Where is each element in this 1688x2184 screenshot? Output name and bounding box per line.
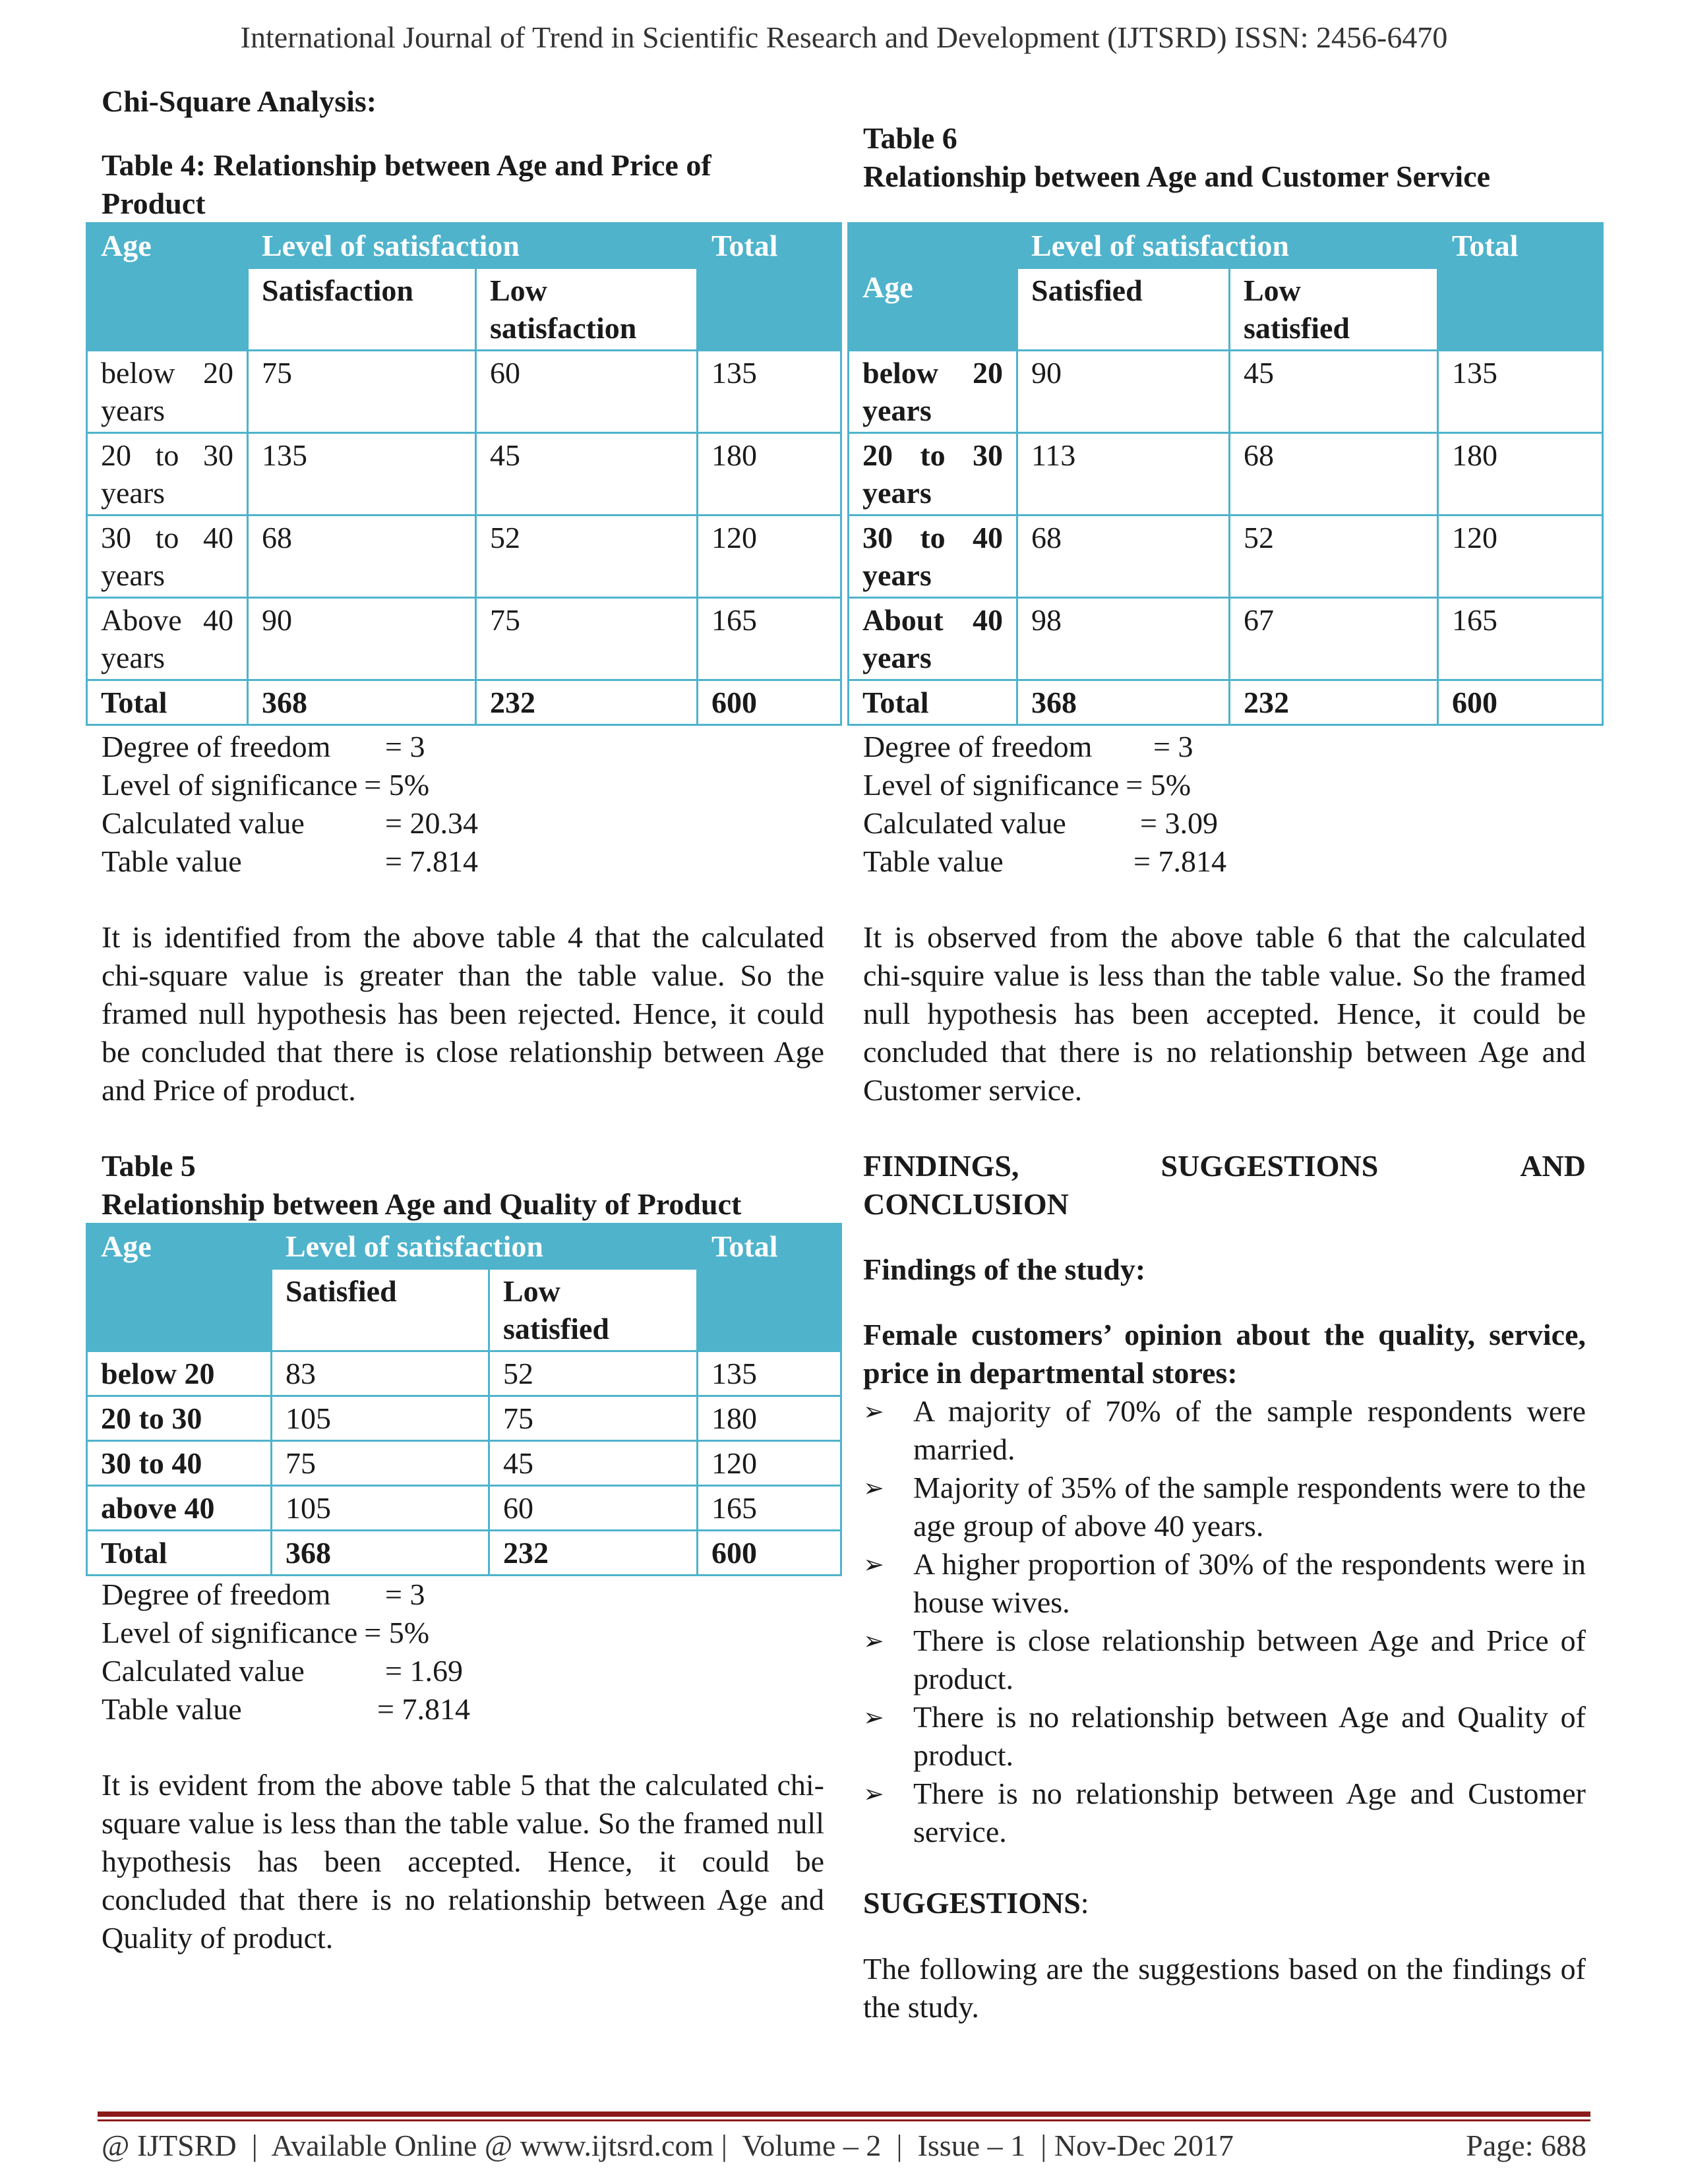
table6-cell: 68 [1017,516,1230,598]
table5-cell: 105 [272,1486,489,1531]
table4-cell: 45 [476,433,698,516]
table4-header-level: Level of satisfaction [248,223,698,268]
table4-conclusion: It is identified from the above table 4 that the calculated chi-square value is greater than the table value. So the framed null hypothesis has been rejected. Hence, it could be concluded that there is close relationship between Age and Price of product. [102,920,824,1107]
table5-age-cell: 20 to 30 [87,1396,272,1441]
footer-rule [98,2111,1590,2117]
table5-total-cell: 232 [489,1531,698,1576]
table-row [87,433,841,516]
arrow-bullet-icon: ➢ [863,1703,884,1732]
table6-header-level: Level of satisfaction [1017,223,1438,268]
table5-header-total: Total [698,1224,841,1351]
table-total-row [87,680,841,725]
table5-cell: 165 [698,1486,841,1531]
table5-header-level: Level of satisfaction [272,1224,698,1269]
table6-age-cell: About 40 years [849,598,1017,680]
table5-age-cell: 30 to 40 [87,1441,272,1486]
table4-cell: 75 [248,351,476,433]
stat-label: Table value [102,1692,242,1726]
table5-header-sub1: Satisfied [272,1269,489,1351]
table5 [86,1223,842,1576]
table6-conclusion: It is observed from the above table 6 that the calculated chi-squire value is less than the table value. So the framed null hypothesis has been accepted. Hence, it could be concluded that there is no relationship between Age and Customer service. [863,920,1586,1107]
table4-cell: 75 [476,598,698,680]
table5-cell: 180 [698,1396,841,1441]
table6-cell: 52 [1230,516,1438,598]
table6-age-cell: below 20 years [849,351,1017,433]
arrow-bullet-icon: ➢ [863,1626,884,1655]
table6-total-cell: 600 [1438,680,1603,725]
table6-header-total: Total [1438,223,1603,351]
table-row [87,1351,841,1396]
table-total-row [87,1531,841,1576]
table4-header-sub2: Low satisfaction [476,268,698,351]
table4-header-total: Total [698,223,841,351]
stat-label: Table value [863,844,1004,878]
list-item: ➢ A higher proportion of 30% of the respondents were in house wives. [863,1545,1586,1622]
stat-value: = 7.814 [1133,844,1226,878]
table6-cell: 67 [1230,598,1438,680]
stat-value: = 7.814 [377,1692,470,1726]
section-title: Chi-Square Analysis: [102,84,377,118]
table5-total-label: Total [87,1531,272,1576]
table-row [849,516,1603,598]
table-row [87,1396,841,1441]
list-item: ➢ A majority of 70% of the sample respondents were married. [863,1392,1586,1469]
table4-cell: 135 [698,351,841,433]
table5-caption-line2: Relationship between Age and Quality of Product [102,1187,742,1221]
stat-label: Degree of freedom [102,1578,331,1611]
stat-label: Degree of freedom [863,730,1093,763]
table4-age-cell: 20 to 30 years [87,433,248,516]
table5-cell: 45 [489,1441,698,1486]
page-number: Page: 688 [1466,2129,1586,2162]
table5-caption-line1: Table 5 [102,1149,196,1183]
findings-heading-word: FINDINGS, [863,1149,1019,1183]
table6-age-cell: 30 to 40 years [849,516,1017,598]
table6-cell: 135 [1438,351,1603,433]
footer-rule-thin [98,2119,1590,2121]
stat-value: = 3.09 [1140,806,1218,840]
table6-header-sub1: Satisfied [1017,268,1230,351]
list-item: ➢ There is no relationship between Age and Customer service. [863,1775,1586,1851]
stat-label: Level of significance [102,768,358,802]
findings-heading-word: SUGGESTIONS [1160,1149,1379,1183]
stat-value: = 3 [1153,730,1193,763]
table-total-row [849,680,1603,725]
table5-cell: 75 [489,1396,698,1441]
table6-header-sub2: Low satisfied [1230,268,1438,351]
list-item: ➢ There is close relationship between Age and Price of product. [863,1622,1586,1698]
table6-cell: 165 [1438,598,1603,680]
table5-stats [102,1576,824,1728]
arrow-bullet-icon: ➢ [863,1397,884,1426]
table6-stats [863,728,1586,881]
table5-cell: 83 [272,1351,489,1396]
table-row [87,351,841,433]
stat-label: Table value [102,844,242,878]
findings-list [863,1392,1586,1851]
table5-cell: 52 [489,1351,698,1396]
stat-label: Calculated value [102,1654,305,1688]
stat-value: = 3 [385,1578,425,1611]
table4-caption-line2: Product [102,187,206,220]
page-footer [102,2128,1586,2163]
stat-value: = 7.814 [385,844,478,878]
arrow-bullet-icon: ➢ [863,1473,884,1502]
findings-heading-word: AND [1520,1149,1586,1183]
journal-header: International Journal of Trend in Scientific Research and Development (IJTSRD) ISSN: 2456-6470 [240,20,1448,54]
stat-value: = 5% [1126,768,1191,802]
arrow-bullet-icon: ➢ [863,1550,884,1579]
stat-label: Degree of freedom [102,730,331,763]
table4-age-cell: Above 40 years [87,598,248,680]
table4-cell: 68 [248,516,476,598]
table6-header-age: Age [849,223,1017,351]
table5-total-cell: 368 [272,1531,489,1576]
table4-header-sub1: Satisfaction [248,268,476,351]
table4-total-cell: 232 [476,680,698,725]
table5-cell: 105 [272,1396,489,1441]
stat-value: = 1.69 [385,1654,463,1688]
table5-age-cell: above 40 [87,1486,272,1531]
table4 [86,222,842,726]
findings-subheading: Findings of the study: [863,1253,1146,1286]
table4-cell: 52 [476,516,698,598]
table6-total-cell: 232 [1230,680,1438,725]
table4-cell: 60 [476,351,698,433]
table-row [849,433,1603,516]
table5-cell: 120 [698,1441,841,1486]
table6-cell: 45 [1230,351,1438,433]
table6 [847,222,1604,726]
table4-stats [102,728,824,881]
table4-cell: 120 [698,516,841,598]
suggestions-heading: SUGGESTIONS: [863,1886,1089,1920]
table6-cell: 68 [1230,433,1438,516]
table4-age-cell: 30 to 40 years [87,516,248,598]
footer-info: @ IJTSRD | Available Online @ www.ijtsrd.com | Volume – 2 | Issue – 1 | Nov-Dec 2017 [102,2129,1234,2162]
table6-caption-line2: Relationship between Age and Customer Service [863,160,1491,193]
table6-cell: 180 [1438,433,1603,516]
table6-age-cell: 20 to 30 years [849,433,1017,516]
table4-total-cell: 600 [698,680,841,725]
table-row [87,516,841,598]
suggestions-text: The following are the suggestions based on the findings of the study. [863,1952,1586,2024]
stat-label: Calculated value [102,806,305,840]
arrow-bullet-icon: ➢ [863,1779,884,1808]
table6-total-label: Total [849,680,1017,725]
table5-cell: 75 [272,1441,489,1486]
list-item: ➢ There is no relationship between Age and Quality of product. [863,1698,1586,1775]
stat-value: = 3 [385,730,425,763]
stat-value: = 5% [364,1616,430,1649]
list-item: ➢ Majority of 35% of the sample respondents were to the age group of above 40 years. [863,1469,1586,1545]
table-row [87,1486,841,1531]
table5-header-sub2: Low satisfied [489,1269,698,1351]
table4-age-cell: below 20 years [87,351,248,433]
stat-label: Level of significance [102,1616,358,1649]
table5-total-cell: 600 [698,1531,841,1576]
table6-total-cell: 368 [1017,680,1230,725]
table-row [849,598,1603,680]
table6-cell: 90 [1017,351,1230,433]
table-row [87,1441,841,1486]
opinion-heading: Female customers’ opinion about the quality, service, price in departmental stores: [863,1318,1586,1390]
stat-label: Calculated value [863,806,1066,840]
table5-age-cell: below 20 [87,1351,272,1396]
stat-value: = 20.34 [385,806,478,840]
table5-conclusion: It is evident from the above table 5 that the calculated chi-square value is less than the table value. So the framed null hypothesis has been accepted. Hence, it could be concluded that there is no relationship between Age and Quality of product. [102,1768,824,1955]
table4-cell: 165 [698,598,841,680]
table4-caption-line1: Table 4: Relationship between Age and Price of [102,148,711,182]
stat-label: Level of significance [863,768,1120,802]
table-row [849,351,1603,433]
table6-cell: 120 [1438,516,1603,598]
table-row [87,598,841,680]
table5-cell: 135 [698,1351,841,1396]
table4-total-label: Total [87,680,248,725]
table6-cell: 98 [1017,598,1230,680]
table6-cell: 113 [1017,433,1230,516]
table6-caption-line1: Table 6 [863,121,957,155]
table4-cell: 90 [248,598,476,680]
table4-total-cell: 368 [248,680,476,725]
stat-value: = 5% [364,768,430,802]
table4-cell: 180 [698,433,841,516]
findings-heading-line2: CONCLUSION [863,1187,1069,1221]
findings-heading [863,1147,1586,1185]
table5-header-age: Age [87,1224,272,1351]
table4-header-age: Age [87,223,248,351]
table4-cell: 135 [248,433,476,516]
table5-cell: 60 [489,1486,698,1531]
